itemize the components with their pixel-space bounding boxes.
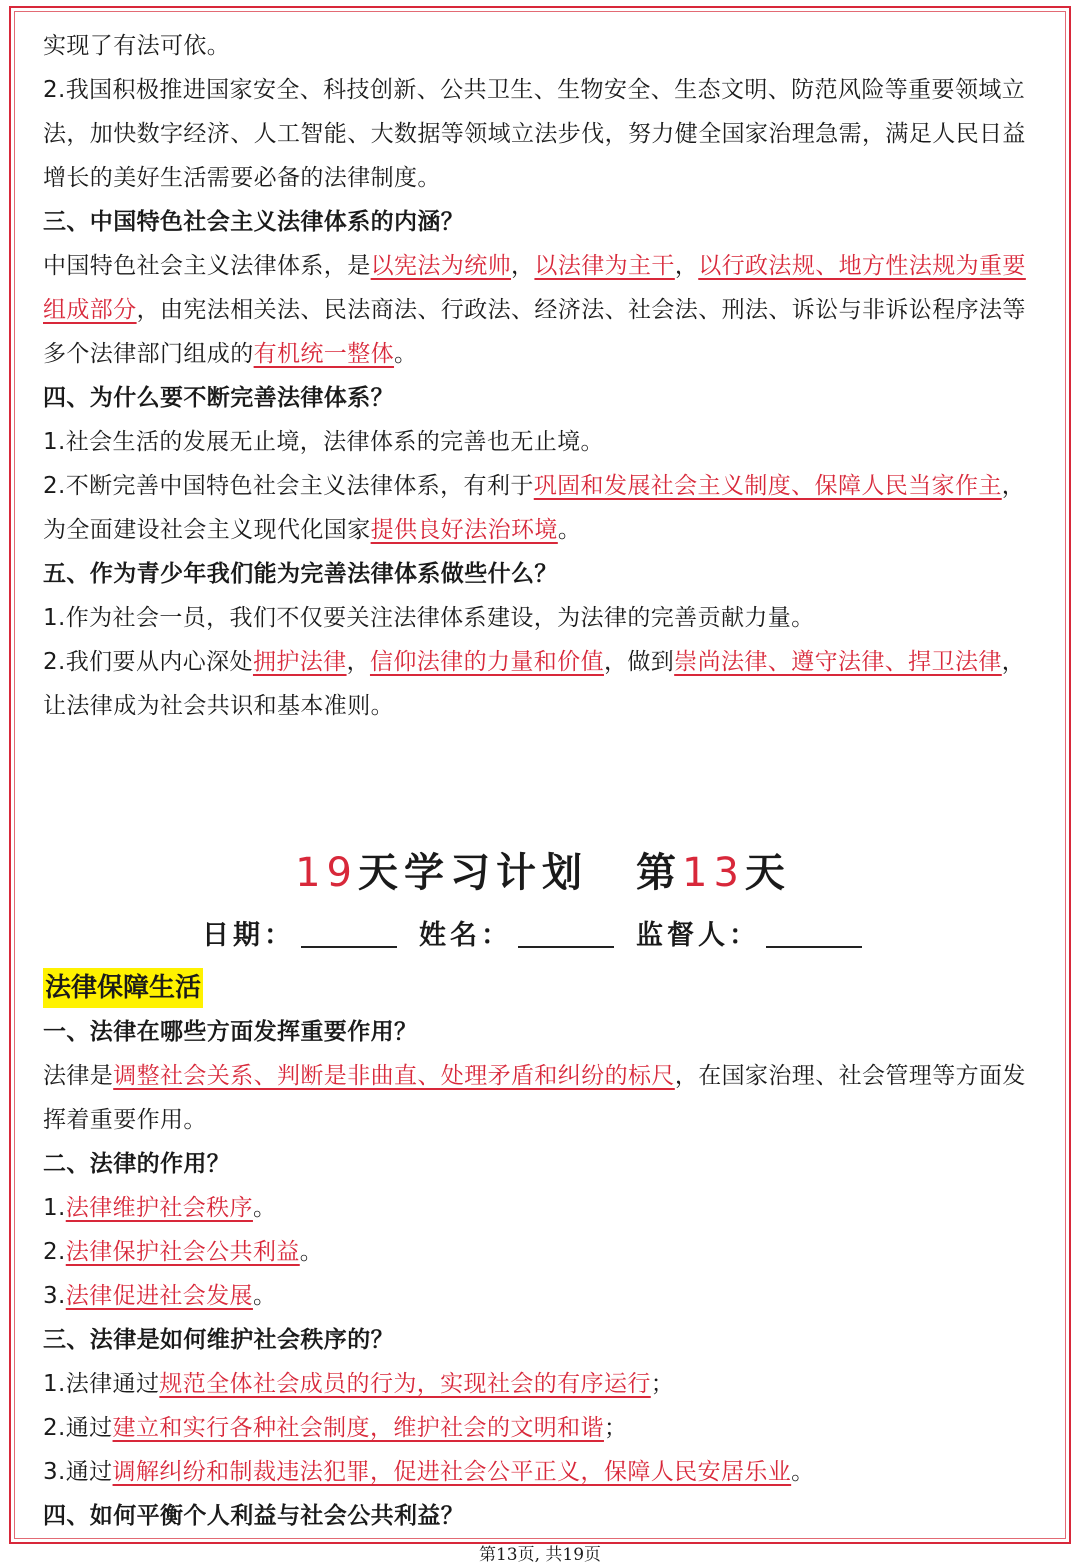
key-point: 调解纠纷和制裁违法犯罪，促进社会公平正义，保障人民安居乐业	[112, 1459, 792, 1485]
text: ，	[674, 253, 699, 279]
text: 3.	[43, 1283, 66, 1309]
date-label: 日期：	[202, 920, 295, 951]
plan-title-text: 第	[636, 849, 682, 896]
list-item	[43, 1406, 1043, 1450]
question-heading: 二、法律的作用？	[43, 1151, 231, 1177]
question-heading: 四、为什么要不断完善法律体系？	[43, 385, 394, 411]
date-blank[interactable]	[301, 920, 397, 948]
paragraph: 1.社会生活的发展无止境，法律体系的完善也无止境。	[43, 429, 604, 455]
paragraph: 1.作为社会一员，我们不仅要关注法律体系建设，为法律的完善贡献力量。	[43, 605, 815, 631]
paragraph: 实现了有法可依。	[43, 33, 231, 59]
text: ，在国家治理、社会管理等方面发挥着重要作用。	[43, 1063, 1026, 1133]
text: ，做到	[603, 649, 675, 675]
text: 。	[252, 1283, 277, 1309]
question-heading: 四、如何平衡个人利益与社会公共利益？	[43, 1503, 465, 1529]
supervisor-label: 监督人：	[636, 920, 760, 951]
text: 。	[791, 1459, 815, 1485]
plan-title-text: 天	[744, 849, 791, 896]
paragraph	[43, 244, 1043, 376]
key-point: 法律促进社会发展	[65, 1283, 253, 1309]
text: 2.	[43, 1239, 66, 1265]
text: ；	[650, 1371, 675, 1397]
text: 中国特色社会主义法律体系，是	[43, 253, 371, 279]
text: ；	[603, 1415, 628, 1441]
question-heading: 三、法律是如何维护社会秩序的？	[43, 1327, 394, 1353]
total-days: 19	[295, 850, 358, 896]
key-point: 法律维护社会秩序	[65, 1195, 253, 1221]
text: ，	[346, 649, 370, 675]
text: ，由宪法相关法、民法商法、行政法、经济法、社会法、刑法、诉讼与非诉讼程序法等多个法律部门组成的	[43, 297, 1026, 367]
page-number: 第13页, 共19页	[478, 1545, 602, 1565]
name-blank[interactable]	[518, 920, 614, 948]
list-item	[43, 1186, 1043, 1230]
key-point: 崇尚法律、遵守法律、捍卫法律	[674, 649, 1002, 675]
key-point: 以宪法为统帅	[370, 253, 512, 279]
name-label: 姓名：	[419, 920, 512, 951]
text: 3.通过	[43, 1459, 113, 1485]
list-item	[43, 1230, 1043, 1274]
key-point: 规范全体社会成员的行为，实现社会的有序运行	[159, 1371, 651, 1397]
study-plan-title	[43, 838, 1043, 908]
text: 。	[394, 341, 418, 367]
supervisor-blank[interactable]	[766, 920, 862, 948]
list-item	[43, 1274, 1043, 1318]
key-point: 法律保护社会公共利益	[65, 1239, 300, 1265]
text: ，	[511, 253, 535, 279]
key-point: 信仰法律的力量和价值	[369, 649, 604, 675]
question-heading: 一、法律在哪些方面发挥重要作用？	[43, 1019, 418, 1045]
key-point: 有机统一整体	[253, 341, 395, 367]
text: 2.我们要从内心深处	[43, 649, 253, 675]
text: 1.	[43, 1195, 66, 1221]
text: 1.法律通过	[43, 1371, 160, 1397]
key-point: 调整社会关系、判断是非曲直、处理矛盾和纠纷的标尺	[113, 1063, 675, 1089]
document-body	[43, 24, 1043, 1538]
list-item	[43, 1362, 1043, 1406]
key-point: 巩固和发展社会主义制度、保障人民当家作主	[533, 473, 1002, 499]
paragraph: 2.我国积极推进国家安全、科技创新、公共卫生、生物安全、生态文明、防范风险等重要领域立法，加快数字经济、人工智能、大数据等领域立法步伐，努力健全国家治理急需，满足人民日益增长的美好生活需要必备的法律制度。	[43, 77, 1026, 191]
text: ，为全面建设社会主义现代化国家	[43, 473, 1026, 543]
text: ，让法律成为社会共识和基本准则。	[43, 649, 1026, 719]
text: 2.不断完善中国特色社会主义法律体系，有利于	[43, 473, 534, 499]
key-point: 提供良好法治环境	[370, 517, 558, 543]
key-point: 拥护法律	[252, 649, 347, 675]
section-title: 法律保障生活	[43, 968, 203, 1008]
key-point: 建立和实行各种社会制度，维护社会的文明和谐	[112, 1415, 604, 1441]
plan-title-text: 天学习计划	[358, 849, 588, 896]
text: 法律是	[43, 1063, 114, 1089]
spacer	[43, 728, 1043, 838]
question-heading: 五、作为青少年我们能为完善法律体系做些什么？	[43, 561, 558, 587]
text: 。	[557, 517, 582, 543]
text: 2.通过	[43, 1415, 113, 1441]
paragraph	[43, 1054, 1043, 1142]
list-item	[43, 1450, 1043, 1494]
key-point: 以行政法规、地方性法规为重要组成部分	[43, 253, 1026, 323]
fill-in-row	[43, 908, 1043, 964]
text: 。	[299, 1239, 324, 1265]
text: 。	[252, 1195, 277, 1221]
key-point: 以法律为主干	[534, 253, 675, 279]
paragraph	[43, 640, 1043, 728]
paragraph	[43, 464, 1043, 552]
question-heading: 三、中国特色社会主义法律体系的内涵？	[43, 209, 465, 235]
current-day: 13	[682, 850, 745, 896]
